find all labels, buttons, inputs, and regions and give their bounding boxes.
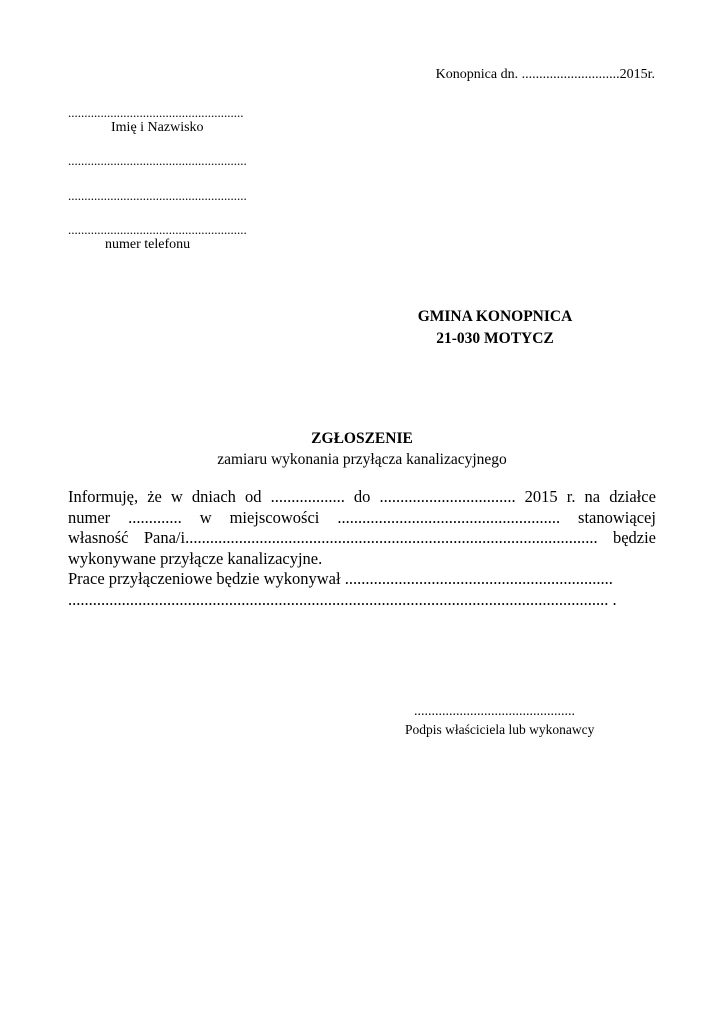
body-word: 2015 xyxy=(524,487,558,506)
body-line-1 xyxy=(68,487,656,508)
body-word: na xyxy=(584,487,601,506)
recipient-address: 21-030 MOTYCZ xyxy=(436,330,554,347)
body-word: dniach xyxy=(191,487,236,506)
form-title: ZGŁOSZENIE xyxy=(311,430,413,447)
body-line-3 xyxy=(68,528,656,549)
body-word: w xyxy=(170,487,183,506)
contractor-continuation-line: ................................................................................................................................... . xyxy=(68,589,617,609)
date-to-field: ................................. xyxy=(379,487,516,506)
phone-label: numer telefonu xyxy=(105,237,191,252)
date-from-field: .................. xyxy=(270,487,345,506)
body-word: stanowiącej xyxy=(578,507,656,527)
body-word: że xyxy=(147,487,162,506)
body-word: działce xyxy=(609,487,656,506)
signature-label: Podpis właściciela lub wykonawcy xyxy=(405,722,595,737)
body-line-2 xyxy=(68,508,656,529)
body-word: miejscowości xyxy=(229,507,320,527)
contractor-line: Prace przyłączeniowe będzie wykonywał ................................................................. xyxy=(68,569,613,588)
body-word: numer xyxy=(68,507,111,527)
form-body xyxy=(68,487,656,610)
body-word: własność xyxy=(68,528,129,547)
phone-line: ....................................................... xyxy=(68,222,247,237)
body-word: będzie xyxy=(612,528,656,547)
place-date-field: Konopnica dn. ............................2015r. xyxy=(435,67,655,82)
applicant-name-line: ...................................................... xyxy=(68,105,244,120)
body-word: od xyxy=(244,487,262,506)
body-line-4: wykonywane przyłącze kanalizacyjne. xyxy=(68,548,323,568)
locality-field: ...................................................... xyxy=(337,507,561,527)
address-line-1: ....................................................... xyxy=(68,153,247,168)
applicant-name-label: Imię i Nazwisko xyxy=(111,120,204,135)
owner-field: Pana/i.................................................................................................... xyxy=(143,528,598,547)
form-subtitle: zamiaru wykonania przyłącza kanalizacyjnego xyxy=(217,451,507,468)
body-word: Informuję, xyxy=(68,487,139,506)
body-word: w xyxy=(199,507,212,527)
recipient-name: GMINA KONOPNICA xyxy=(417,308,573,325)
body-word: do xyxy=(353,487,371,506)
plot-number-field: ............. xyxy=(128,507,182,527)
body-word: r. xyxy=(566,487,576,506)
signature-line: .............................................. xyxy=(414,704,575,719)
address-line-2: ....................................................... xyxy=(68,188,247,203)
